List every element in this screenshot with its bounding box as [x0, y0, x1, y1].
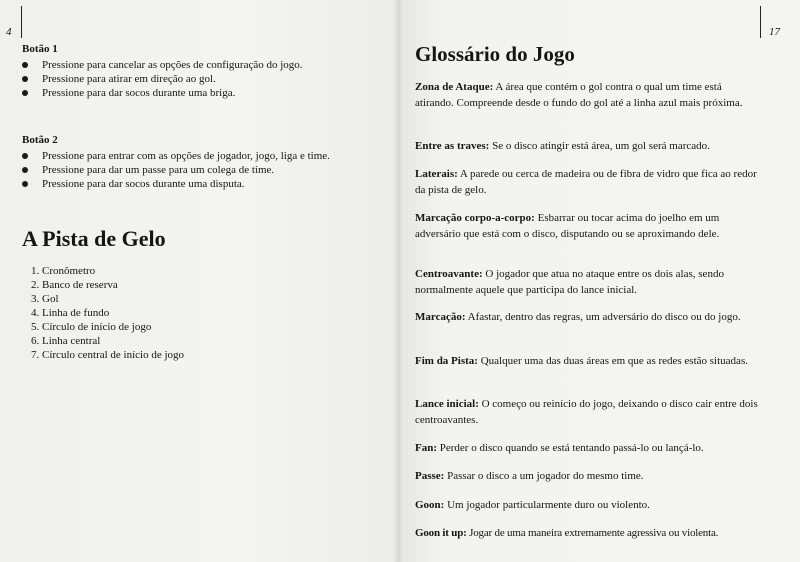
list-item: Pressione para dar socos durante uma disputa. — [22, 177, 330, 191]
list-item: 1. Cronômetro — [31, 265, 96, 277]
glossary-term: Marcação: — [415, 311, 466, 323]
rink-list — [31, 264, 184, 362]
botao1-title: Botão 1 — [22, 43, 58, 55]
page-rule-right — [760, 6, 761, 38]
glossary-term: Entre as traves: — [415, 140, 490, 152]
list-item: 3. Gol — [31, 293, 59, 305]
glossary-entry — [415, 497, 763, 513]
list-item: Pressione para dar socos durante uma briga. — [22, 86, 303, 100]
glossary-term: Goon: — [415, 499, 445, 511]
glossary-term: Marcação corpo-a-corpo: — [415, 212, 535, 224]
glossary-entry — [415, 266, 763, 298]
glossary-definition: A área que contém o gol contra o qual um time está atirando. Compreende desde o fundo do gol até a linha azul mais próxima. — [415, 81, 743, 109]
glossary-entry — [415, 166, 763, 198]
rink-heading: A Pista de Gelo — [22, 226, 166, 251]
glossary-term: Lance inicial: — [415, 398, 479, 410]
glossary-term: Centroavante: — [415, 268, 483, 280]
list-item: Pressione para cancelar as opções de configuração do jogo. — [22, 58, 303, 72]
glossary-definition: Passar o disco a um jogador do mesmo time. — [444, 470, 644, 482]
list-item: 2. Banco de reserva — [31, 279, 118, 291]
page-number-left: 4 — [6, 26, 12, 38]
glossary-term: Fan: — [415, 442, 437, 454]
page-rule-left — [21, 6, 22, 38]
page-number-right: 17 — [769, 26, 780, 38]
glossary-definition: Afastar, dentro das regras, um adversário do disco ou do jogo. — [465, 311, 741, 323]
glossary-definition: O jogador que atua no ataque entre os dois alas, sendo normalmente aquele que participa do lance inicial. — [415, 268, 724, 296]
glossary-definition: Um jogador particularmente duro ou violento. — [444, 499, 650, 511]
list-item: Pressione para atirar em direção ao gol. — [22, 72, 303, 86]
glossary-heading: Glossário do Jogo — [415, 42, 575, 66]
glossary-definition: O começo ou reinício do jogo, deixando o disco cair entre dois centroavantes. — [415, 398, 758, 426]
glossary-term: Fim da Pista: — [415, 355, 478, 367]
glossary-term: Zona de Ataque: — [415, 81, 494, 93]
glossary-term: Passe: — [415, 470, 445, 482]
list-item: Pressione para dar um passe para um colega de time. — [22, 163, 330, 177]
list-item: 4. Linha de fundo — [31, 307, 110, 319]
list-item: Pressione para entrar com as opções de jogador, jogo, liga e time. — [22, 149, 330, 163]
glossary-entry — [415, 309, 763, 325]
botao2-title: Botão 2 — [22, 134, 58, 146]
botao1-list — [22, 58, 303, 100]
glossary-entry — [415, 525, 763, 541]
page-gutter — [393, 0, 403, 562]
glossary-entry — [415, 79, 763, 111]
glossary-definition: A parede ou cerca de madeira ou de fibra de vidro que fica ao redor da pista de gelo. — [415, 168, 757, 196]
glossary-entry — [415, 440, 763, 456]
glossary-entry — [415, 468, 763, 484]
list-item: 5. Círculo de início de jogo — [31, 321, 152, 333]
glossary-definition: Jogar de uma maneira extremamente agressiva ou violenta. — [466, 527, 719, 539]
glossary-entry — [415, 353, 763, 369]
glossary-definition: Esbarrar ou tocar acima do joelho em um adversário que está com o disco, disputando ou se aproximando dele. — [415, 212, 720, 240]
glossary-definition: Perder o disco quando se está tentando passá-lo ou lançá-lo. — [437, 442, 704, 454]
list-item: 6. Linha central — [31, 335, 101, 347]
glossary-entry — [415, 396, 763, 428]
glossary-definition: Qualquer uma das duas áreas em que as redes estão situadas. — [477, 355, 748, 367]
glossary-definition: Se o disco atingir está área, um gol será marcado. — [489, 140, 710, 152]
glossary-term: Laterais: — [415, 168, 458, 180]
list-item: 7. Círculo central de início de jogo — [31, 349, 185, 361]
glossary-entry — [415, 138, 763, 154]
botao2-list — [22, 149, 330, 191]
glossary-term: Goon it up: — [415, 527, 467, 539]
glossary-entry — [415, 210, 763, 242]
